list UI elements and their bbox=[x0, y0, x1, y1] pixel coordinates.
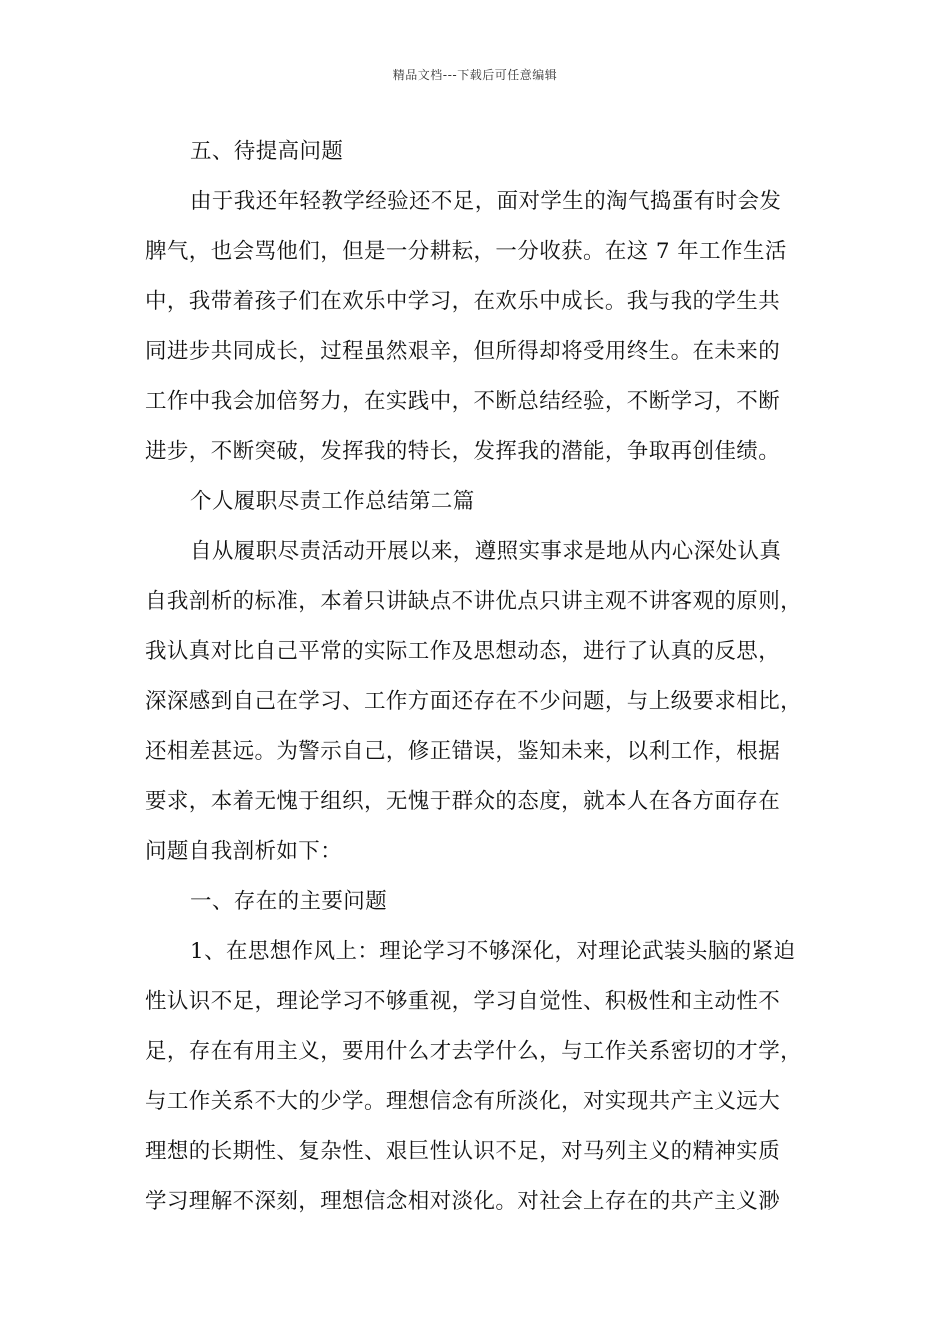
text-line: 进步，不断突破，发挥我的特长，发挥我的潜能，争取再创佳绩。 bbox=[145, 439, 781, 464]
text-line: 中，我带着孩子们在欢乐中学习，在欢乐中成长。我与我的学生共 bbox=[145, 289, 781, 314]
text-line: 学习理解不深刻，理想信念相对淡化。对社会上存在的共产主义渺 bbox=[145, 1189, 781, 1214]
text-line: 还相差甚远。为警示自己，修正错误，鉴知未来，以利工作，根据 bbox=[145, 739, 781, 764]
text-line: 脾气，也会骂他们，但是一分耕耘，一分收获。在这 7 年工作生活 bbox=[145, 239, 787, 264]
text-line: 工作中我会加倍努力，在实践中，不断总结经验，不断学习，不断 bbox=[145, 389, 781, 414]
text-line: 自我剖析的标准，本着只讲缺点不讲优点只讲主观不讲客观的原则， bbox=[145, 589, 803, 614]
text-line: 个人履职尽责工作总结第二篇 bbox=[190, 489, 475, 514]
text-line: 要求，本着无愧于组织，无愧于群众的态度，就本人在各方面存在 bbox=[145, 789, 781, 814]
text-line: 理想的长期性、复杂性、艰巨性认识不足，对马列主义的精神实质 bbox=[145, 1139, 781, 1164]
text-line: 问题自我剖析如下： bbox=[145, 839, 343, 864]
page-header: 精品文档---下载后可任意编辑 bbox=[392, 68, 558, 82]
text-line: 我认真对比自己平常的实际工作及思想动态，进行了认真的反思， bbox=[145, 639, 781, 664]
document-body bbox=[145, 127, 815, 1227]
text-line: 一、存在的主要问题 bbox=[190, 889, 388, 914]
text-line: 1、在思想作风上：理论学习不够深化，对理论武装头脑的紧迫 bbox=[190, 939, 796, 964]
text-line: 性认识不足，理论学习不够重视，学习自觉性、积极性和主动性不 bbox=[145, 989, 781, 1014]
text-line: 五、待提高问题 bbox=[190, 139, 344, 164]
text-line: 同进步共同成长，过程虽然艰辛，但所得却将受用终生。在未来的 bbox=[145, 339, 781, 364]
text-line: 深深感到自己在学习、工作方面还存在不少问题，与上级要求相比， bbox=[145, 689, 803, 714]
text-line: 与工作关系不大的少学。理想信念有所淡化，对实现共产主义远大 bbox=[145, 1089, 781, 1114]
text-line: 足，存在有用主义，要用什么才去学什么，与工作关系密切的才学， bbox=[145, 1039, 803, 1064]
text-line: 由于我还年轻教学经验还不足，面对学生的淘气捣蛋有时会发 bbox=[190, 189, 782, 214]
text-line: 自从履职尽责活动开展以来，遵照实事求是地从内心深处认真 bbox=[190, 539, 782, 564]
